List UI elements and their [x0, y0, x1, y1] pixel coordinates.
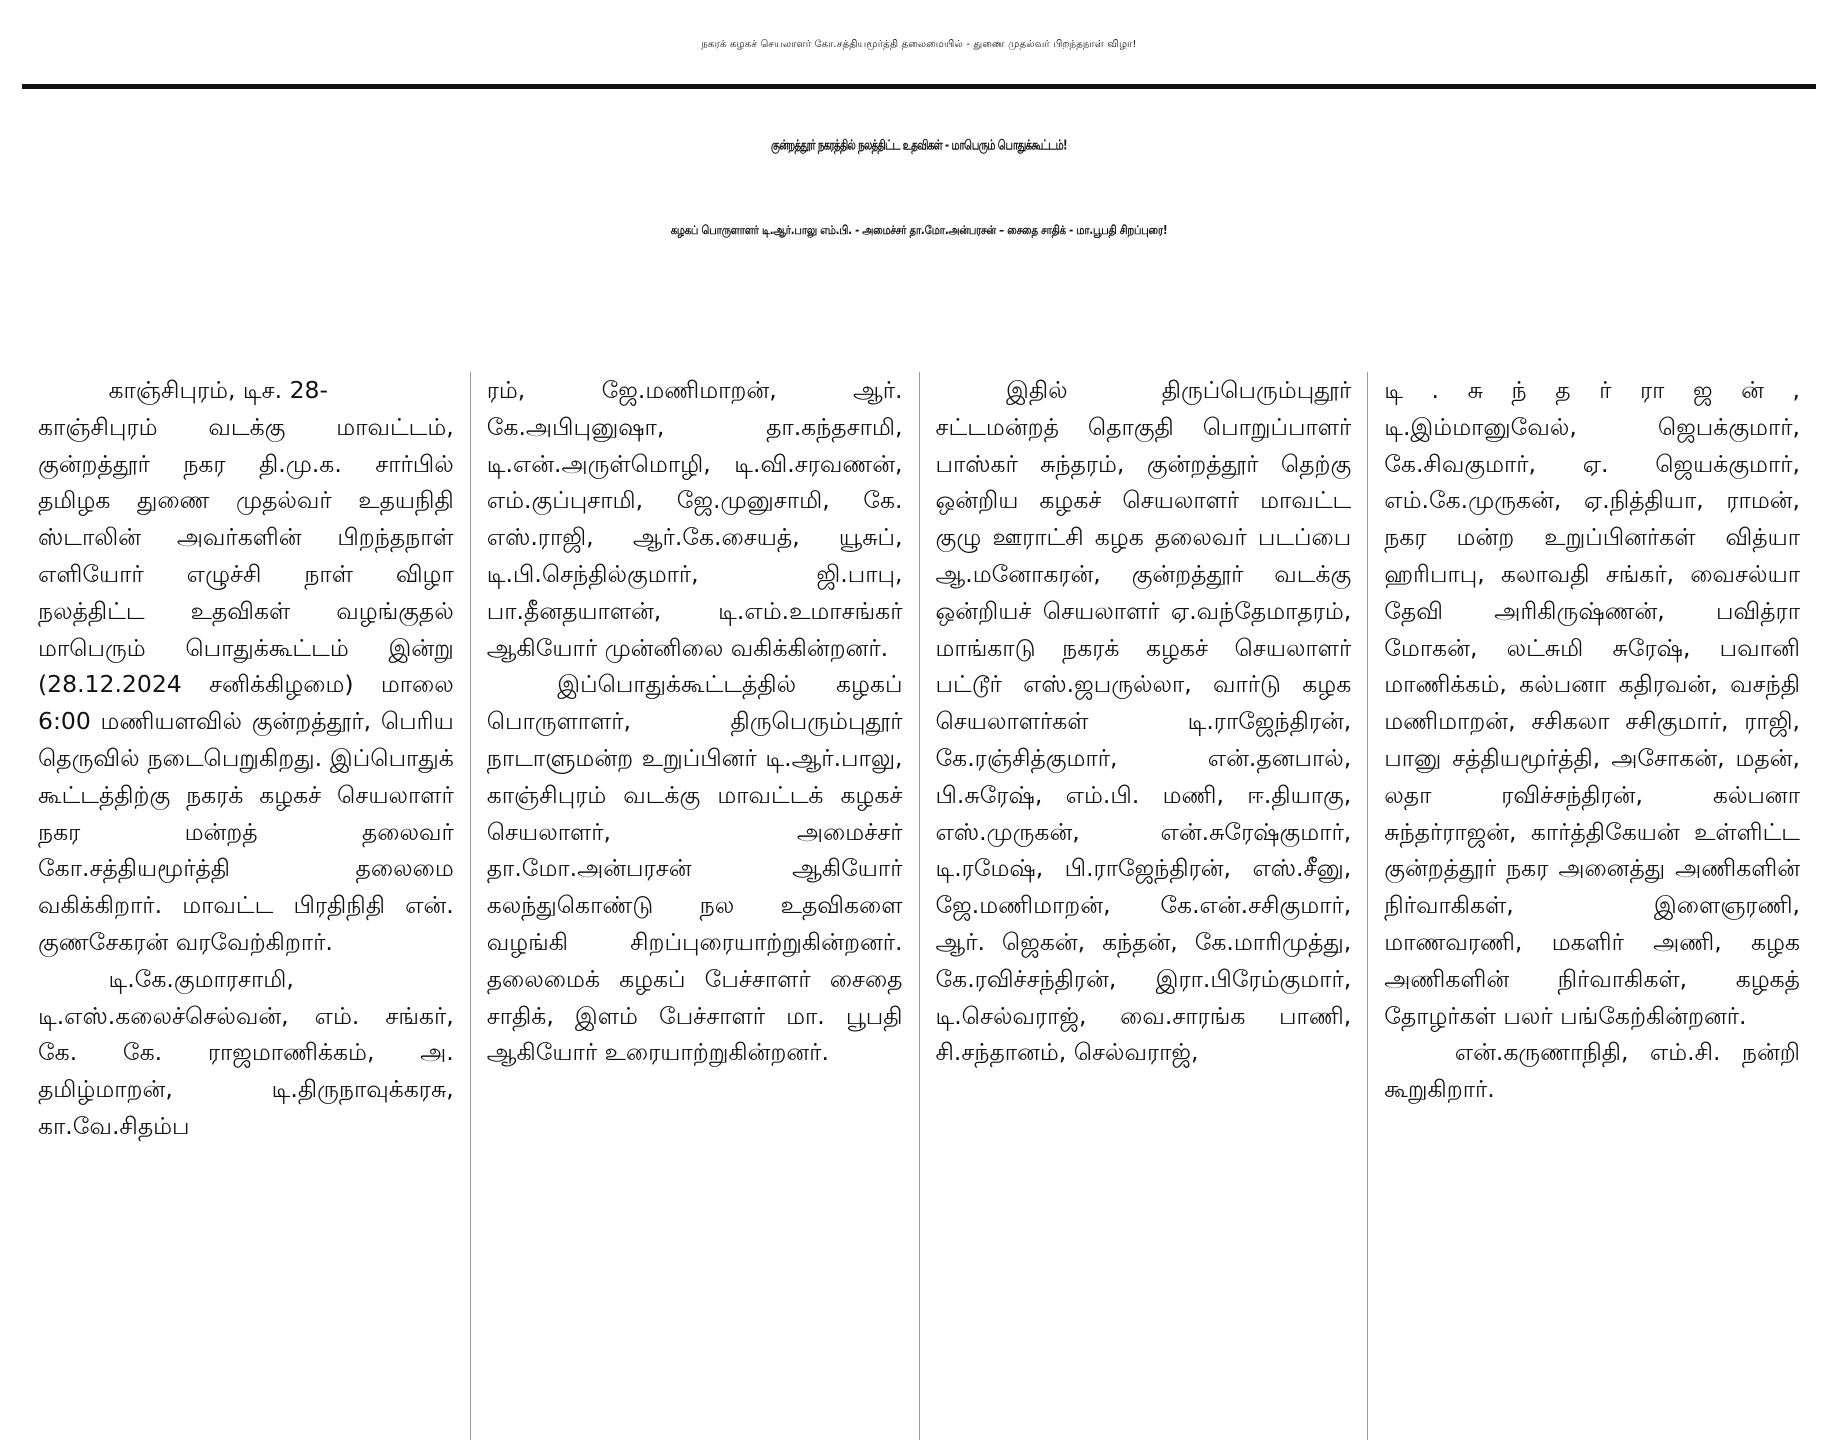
paragraph: இதில் திருப்பெரும்புதூர் சட்டமன்றத் தொகுதி பொறுப்பாளர் பாஸ்கர் சுந்தரம், குன்றத்தூர் தெற்கு ஒன்றிய கழகச் செயலாளர் மாவட்ட குழு ஊராட்சி கழக தலைவர் படப்பை ஆ.மனோகரன், குன்றத்தூர் வடக்கு ஒன்றியச் செயலாளர் ஏ.வந்தேமாதரம், மாங்காடு நகரக் கழகச் செயலாளர் பட்டூர் எஸ்.ஜபருல்லா, வார்டு கழக செயலாளர்கள் டி.ராஜேந்திரன், கே.ரஞ்சித்குமார், என்.தனபால், பி.சுரேஷ், எம்.பி. மணி, ஈ.தியாகு, எஸ்.முருகன், என்.சுரேஷ்குமார், டி.ரமேஷ், பி.ராஜேந்திரன், எஸ்.சீனு, ஜே.மணிமாறன், கே.என்.சசிகுமார், ஆர். ஜெகன், கந்தன், கே.மாரிமுத்து, கே.ரவிச்சந்திரன், இரா.பிரேம்குமார், டி.செல்வராஜ், வை.சாரங்க பாணி, சி.சந்தானம், செல்வராஜ்,	[935, 376, 1352, 1067]
paragraph: டி.கே.குமாரசாமி, டி.எஸ்.கலைச்செல்வன், எம். சங்கர், கே. கே. ராஜமாணிக்கம், அ. தமிழ்மாறன், டி.திருநாவுக்கரசு, கா.வே.சிதம்ப	[38, 964, 454, 1140]
paragraph: இப்பொதுக்கூட்டத்தில் கழகப் பொருளாளர், திருபெரும்புதூர் நாடாளுமன்ற உறுப்பினர் டி.ஆர்.பாலு, காஞ்சிபுரம் வடக்கு மாவட்டக் கழகச் செயலாளர், அமைச்சர் தா.மோ.அன்பரசன் ஆகியோர் கலந்துகொண்டு நல உதவிகளை வழங்கி சிறப்புரையாற்றுகின்றனர். தலைமைக் கழகப் பேச்சாளர் சைதை சாதிக், இளம் பேச்சாளர் மா. பூபதி ஆகியோர் உரையாற்றுகின்றனர்.	[486, 670, 903, 1067]
article-column-4	[1367, 372, 1816, 1440]
article-body	[22, 372, 1816, 1440]
dateline: காஞ்சிபுரம், டிச. 28-	[108, 376, 328, 404]
paragraph: ரம், ஜே.மணிமாறன், ஆர். கே.அபிபுனுஷா, தா.கந்தசாமி, டி.என்.அருள்மொழி, டி.வி.சரவணன், எம்.குப்புசாமி, ஜே.முனுசாமி, கே. எஸ்.ராஜி, ஆர்.கே.சையத், யூசுப், டி.பி.செந்தில்குமார், ஜி.பாபு, பா.தீனதயாளன், டி.எம்.உமாசங்கர் ஆகியோர் முன்னிலை வகிக்கின்றனர்.	[486, 376, 903, 662]
kicker-headline: நகரக் கழகச் செயலாளர் கோ.சத்தியமூர்த்தி தலைமையில் - துணை முதல்வர் பிறந்தநாள் விழா!	[701, 39, 1137, 50]
article-column-3	[919, 372, 1368, 1440]
article-column-1	[22, 372, 470, 1440]
main-headline: குன்றத்தூர் நகரத்தில் நலத்திட்ட உதவிகள் - மாபெரும் பொதுக்கூட்டம்!	[770, 138, 1068, 154]
paragraph: டி . சு ந் த ர் ரா ஜ ன் , டி.இம்மானுவேல், ஜெபக்குமார், கே.சிவகுமார், ஏ. ஜெயக்குமார், எம்.கே.முருகன், ஏ.நித்தியா, ராமன், நகர மன்ற உறுப்பினர்கள் வித்யா ஹரிபாபு, கலாவதி சங்கர், வைசல்யா தேவி அரிகிருஷ்ணன், பவித்ரா மோகன், லட்சுமி சுரேஷ், பவானி மாணிக்கம், கல்பனா கதிரவன், வசந்தி மணிமாறன், சசிகலா சசிகுமார், ராஜி, பானு சத்தியமூர்த்தி, அசோகன், மதன், லதா ரவிச்சந்திரன், கல்பனா சுந்தர்ராஜன், கார்த்திகேயன் உள்ளிட்ட குன்றத்தூர் நகர அனைத்து அணிகளின் நிர்வாகிகள், இளைஞரணி, மாணவரணி, மகளிர் அணி, கழக அணிகளின் நிர்வாகிகள், கழகத் தோழர்கள் பலர் பங்கேற்கின்றனர்.	[1384, 376, 1800, 1030]
closing-line: என்.கருணாநிதி, எம்.சி. நன்றி கூறுகிறார்.	[1384, 1038, 1800, 1104]
paragraph: காஞ்சிபுரம் வடக்கு மாவட்டம், குன்றத்தூர் நகர தி.மு.க. சார்பில் தமிழக துணை முதல்வர் உதயநிதி ஸ்டாலின் அவர்களின் பிறந்தநாள் எளியோர் எழுச்சி நாள் விழா நலத்திட்ட உதவிகள் வழங்குதல் மாபெரும் பொதுக்கூட்டம் இன்று (28.12.2024 சனிக்கிழமை) மாலை 6:00 மணியளவில் குன்றத்தூர், பெரிய தெருவில் நடைபெறுகிறது. இப்பொதுக் கூட்டத்திற்கு நகரக் கழகச் செயலாளர் நகர மன்றத் தலைவர் கோ.சத்தியமூர்த்தி தலைமை வகிக்கிறார். மாவட்ட பிரதிநிதி என். குணசேகரன் வரவேற்கிறார்.	[38, 412, 454, 956]
subheadline: கழகப் பொருளாளர் டி.ஆர்.பாலு எம்.பி. - அமைச்சர் தா.மோ.அன்பரசன் – சைதை சாதிக் - மா.பூபதி சிறப்புரை!	[670, 224, 1168, 238]
article-column-2	[470, 372, 919, 1440]
